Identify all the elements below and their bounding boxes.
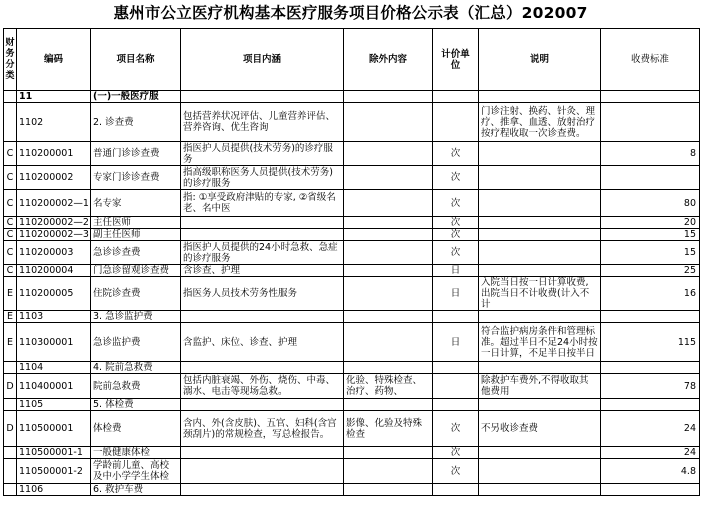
page-title: 惠州市公立医疗机构基本医疗服务项目价格公示表（汇总）202007 <box>113 4 588 22</box>
excluded-cell <box>344 217 433 229</box>
content-cell: 包括营养状况评估、儿童营养评估、营养咨询、优生咨询 <box>181 103 344 142</box>
category-cell: C <box>4 265 17 277</box>
code-cell: 110300001 <box>17 323 91 362</box>
note-cell <box>479 265 601 277</box>
note-cell <box>479 241 601 265</box>
category-cell <box>4 91 17 103</box>
table-row <box>4 447 700 459</box>
name-cell: 学龄前儿童、高校及中小学学生体检 <box>91 459 181 484</box>
header-category: 财务分类 <box>4 29 17 91</box>
unit-cell: 日 <box>433 323 479 362</box>
category-cell: C <box>4 142 17 166</box>
name-cell: 副主任医师 <box>91 229 181 241</box>
code-cell: 110200004 <box>17 265 91 277</box>
note-cell <box>479 229 601 241</box>
code-cell: 1105 <box>17 399 91 411</box>
excluded-cell <box>344 362 433 374</box>
excluded-cell <box>344 166 433 190</box>
fee-cell: 15 <box>601 241 700 265</box>
fee-cell <box>601 103 700 142</box>
content-cell: 指医务人员技术劳务性服务 <box>181 277 344 311</box>
name-cell: 院前急救费 <box>91 374 181 399</box>
name-cell: 急诊监护费 <box>91 323 181 362</box>
content-cell <box>181 311 344 323</box>
category-cell: E <box>4 277 17 311</box>
header-excluded: 除外内容 <box>344 29 433 91</box>
fee-cell: 24 <box>601 411 700 447</box>
unit-cell: 次 <box>433 217 479 229</box>
table-row <box>4 311 700 323</box>
note-cell: 入院当日按一日计算收费,出院当日不计收费(计入不计 <box>479 277 601 311</box>
name-cell: 门急诊留观诊查费 <box>91 265 181 277</box>
code-cell: 110200002—2 <box>17 217 91 229</box>
code-cell: 1106 <box>17 484 91 496</box>
note-cell <box>479 362 601 374</box>
fee-cell <box>601 362 700 374</box>
unit-cell <box>433 91 479 103</box>
content-cell: 包括内脏衰竭、外伤、烧伤、中毒、溺水、电击等现场急救。 <box>181 374 344 399</box>
note-cell: 门诊注射、换药、针灸、理疗、推拿、血透、放射治疗按疗程收取一次诊查费。 <box>479 103 601 142</box>
unit-cell <box>433 484 479 496</box>
table-row <box>4 91 700 103</box>
unit-cell: 次 <box>433 166 479 190</box>
category-cell <box>4 399 17 411</box>
category-cell: C <box>4 241 17 265</box>
table-row <box>4 241 700 265</box>
note-cell <box>479 447 601 459</box>
name-cell: 普通门诊诊查费 <box>91 142 181 166</box>
unit-cell <box>433 103 479 142</box>
header-note: 说明 <box>479 29 601 91</box>
excluded-cell <box>344 277 433 311</box>
name-cell: 住院诊查费 <box>91 277 181 311</box>
content-cell: 指高级职称医务人员提供(技术劳务)的诊疗服务 <box>181 166 344 190</box>
code-cell: 110200002—3 <box>17 229 91 241</box>
note-cell: 不另收诊查费 <box>479 411 601 447</box>
fee-cell: 15 <box>601 229 700 241</box>
category-cell: E <box>4 323 17 362</box>
note-cell: 符合监护病房条件和管理标准。超过半日不足24小时按一日计算，不足半日按半日 <box>479 323 601 362</box>
content-cell <box>181 399 344 411</box>
excluded-cell <box>344 459 433 484</box>
category-cell <box>4 484 17 496</box>
unit-cell: 次 <box>433 459 479 484</box>
unit-cell: 日 <box>433 265 479 277</box>
fee-cell <box>601 311 700 323</box>
fee-cell <box>601 399 700 411</box>
unit-cell: 次 <box>433 447 479 459</box>
price-table <box>3 28 700 496</box>
code-cell: 110500001 <box>17 411 91 447</box>
content-cell <box>181 447 344 459</box>
content-cell: 指医护人员提供的24小时急救、急症的诊疗服务 <box>181 241 344 265</box>
code-cell: 1103 <box>17 311 91 323</box>
fee-cell <box>601 166 700 190</box>
name-cell: 主任医师 <box>91 217 181 229</box>
note-cell <box>479 166 601 190</box>
category-cell <box>4 103 17 142</box>
table-row <box>4 277 700 311</box>
content-cell: 指医护人员提供(技术劳务)的诊疗服务 <box>181 142 344 166</box>
name-cell: 名专家 <box>91 190 181 217</box>
header-row <box>4 29 700 91</box>
excluded-cell <box>344 311 433 323</box>
category-cell: C <box>4 217 17 229</box>
name-cell: 3. 急诊监护费 <box>91 311 181 323</box>
table-row <box>4 411 700 447</box>
name-cell: 6. 救护车费 <box>91 484 181 496</box>
content-cell: 指: ①享受政府津贴的专家, ②省级名老、名中医 <box>181 190 344 217</box>
code-cell: 110200002—1 <box>17 190 91 217</box>
fee-cell: 115 <box>601 323 700 362</box>
fee-cell: 20 <box>601 217 700 229</box>
excluded-cell: 化验、特殊检查、治疗、药物、 <box>344 374 433 399</box>
unit-cell <box>433 362 479 374</box>
table-row <box>4 362 700 374</box>
unit-cell: 次 <box>433 241 479 265</box>
table-body <box>4 91 700 496</box>
content-cell <box>181 459 344 484</box>
fee-cell: 78 <box>601 374 700 399</box>
excluded-cell <box>344 241 433 265</box>
excluded-cell <box>344 484 433 496</box>
table-row <box>4 265 700 277</box>
name-cell: 体检费 <box>91 411 181 447</box>
note-cell: 除救护车费外,不得收取其他费用 <box>479 374 601 399</box>
table-row <box>4 374 700 399</box>
code-cell: 110200003 <box>17 241 91 265</box>
category-cell: C <box>4 229 17 241</box>
header-content: 项目内涵 <box>181 29 344 91</box>
unit-cell <box>433 399 479 411</box>
note-cell <box>479 190 601 217</box>
excluded-cell <box>344 447 433 459</box>
note-cell <box>479 459 601 484</box>
note-cell <box>479 217 601 229</box>
excluded-cell <box>344 190 433 217</box>
excluded-cell <box>344 323 433 362</box>
table-row <box>4 459 700 484</box>
code-cell: 110500001-1 <box>17 447 91 459</box>
content-cell: 含监护、床位、诊查、护理 <box>181 323 344 362</box>
excluded-cell <box>344 265 433 277</box>
table-row <box>4 142 700 166</box>
table-row <box>4 399 700 411</box>
content-cell: 含内、外(含皮肤)、五官、妇科(含宫颈刮片)的常规检查，写总检报告。 <box>181 411 344 447</box>
name-cell: (一)一般医疗服 <box>91 91 181 103</box>
code-cell: 1104 <box>17 362 91 374</box>
table-row <box>4 217 700 229</box>
content-cell <box>181 217 344 229</box>
fee-cell: 25 <box>601 265 700 277</box>
unit-cell: 次 <box>433 142 479 166</box>
header-name: 项目名称 <box>91 29 181 91</box>
excluded-cell: 影像、化验及特殊检查 <box>344 411 433 447</box>
excluded-cell <box>344 142 433 166</box>
note-cell <box>479 91 601 103</box>
table-row <box>4 323 700 362</box>
code-cell: 110200002 <box>17 166 91 190</box>
category-cell: D <box>4 374 17 399</box>
code-cell: 110400001 <box>17 374 91 399</box>
fee-cell: 4.8 <box>601 459 700 484</box>
category-cell <box>4 447 17 459</box>
unit-cell <box>433 374 479 399</box>
name-cell: 2. 诊查费 <box>91 103 181 142</box>
unit-cell: 次 <box>433 190 479 217</box>
table-row <box>4 190 700 217</box>
category-cell <box>4 459 17 484</box>
unit-cell <box>433 311 479 323</box>
code-cell: 110200001 <box>17 142 91 166</box>
category-cell: C <box>4 166 17 190</box>
table-row <box>4 103 700 142</box>
code-cell: 110500001-2 <box>17 459 91 484</box>
fee-cell: 16 <box>601 277 700 311</box>
code-cell: 11 <box>17 91 91 103</box>
fee-cell: 80 <box>601 190 700 217</box>
excluded-cell <box>344 103 433 142</box>
table-row <box>4 229 700 241</box>
unit-cell: 次 <box>433 411 479 447</box>
name-cell: 专家门诊诊查费 <box>91 166 181 190</box>
name-cell: 4. 院前急救费 <box>91 362 181 374</box>
excluded-cell <box>344 91 433 103</box>
code-cell: 110200005 <box>17 277 91 311</box>
excluded-cell <box>344 229 433 241</box>
note-cell <box>479 484 601 496</box>
content-cell <box>181 484 344 496</box>
header-unit: 计价单位 <box>433 29 479 91</box>
category-cell <box>4 362 17 374</box>
unit-cell: 次 <box>433 229 479 241</box>
header-fee: 收费标准 <box>601 29 700 91</box>
content-cell <box>181 362 344 374</box>
fee-cell <box>601 484 700 496</box>
fee-cell <box>601 91 700 103</box>
name-cell: 急诊诊查费 <box>91 241 181 265</box>
fee-cell: 8 <box>601 142 700 166</box>
unit-cell: 日 <box>433 277 479 311</box>
code-cell: 1102 <box>17 103 91 142</box>
note-cell <box>479 142 601 166</box>
table-row <box>4 166 700 190</box>
note-cell <box>479 399 601 411</box>
excluded-cell <box>344 399 433 411</box>
table-row <box>4 484 700 496</box>
category-cell: D <box>4 411 17 447</box>
category-cell: C <box>4 190 17 217</box>
fee-cell: 24 <box>601 447 700 459</box>
note-cell <box>479 311 601 323</box>
content-cell <box>181 91 344 103</box>
name-cell: 一般健康体检 <box>91 447 181 459</box>
content-cell: 含诊查、护理 <box>181 265 344 277</box>
name-cell: 5. 体检费 <box>91 399 181 411</box>
category-cell: E <box>4 311 17 323</box>
header-code: 编码 <box>17 29 91 91</box>
content-cell <box>181 229 344 241</box>
